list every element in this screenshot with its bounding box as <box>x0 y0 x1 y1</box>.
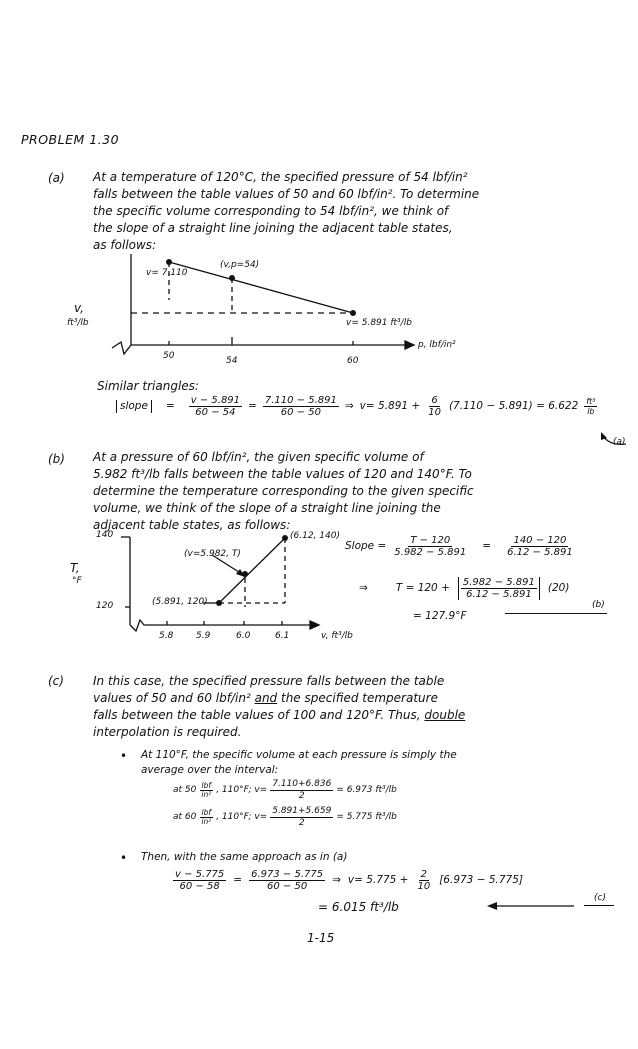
frac-a-1-den: 60 − 54 <box>195 407 236 418</box>
part-b-label: (b) <box>48 452 65 466</box>
part-c-line-2 <box>93 690 438 706</box>
graph-b-point-top-label: (6.12, 140) <box>290 531 340 541</box>
part-c-line-2-a: values of 50 and 60 lbf/in² <box>93 691 251 705</box>
bullet-1-text: At 110°F, the specific volume at each pressure is simply the <box>141 749 457 761</box>
eq-a-arrow: ⇒ <box>344 400 354 412</box>
frac-b-3-den: 6.12 − 5.891 <box>466 589 532 600</box>
eq-c-equal: = <box>233 874 243 886</box>
graph-b-point-bottom-label: (5.891, 120) <box>152 597 208 607</box>
eq-a-equal-1: = <box>165 400 175 412</box>
graph-a-point-left-label: v= 7.110 <box>146 268 188 278</box>
graph-a-x-tick-54: 54 <box>226 356 238 366</box>
answer-c-tag: (c) <box>594 893 606 903</box>
part-b-line-4: volume, we think of the slope of a straight line joining the <box>93 501 441 515</box>
frac-a-unit-num: ft³ <box>586 397 596 406</box>
frac-b-2-num: 140 − 120 <box>513 535 567 546</box>
part-a-line-1: At a temperature of 120°C, the specified pressure of 54 lbf/in² <box>93 170 468 184</box>
avg-1-prefix: at 50 <box>173 785 197 795</box>
frac-a-3-den: 10 <box>428 407 441 418</box>
part-c-line-4: interpolation is required. <box>93 725 242 739</box>
avg-2-frac <box>270 806 333 829</box>
graph-a-y-label-2: ft³/lb <box>67 318 89 328</box>
frac-b-2-den: 6.12 − 5.891 <box>507 547 573 558</box>
graph-b-y-label-2: °F <box>72 576 82 586</box>
graph-b-y-bottom: 120 <box>96 601 114 611</box>
part-c-line-3-text: falls between the table values of 100 and 120°F. Thus, <box>93 708 421 722</box>
answer-c-rule <box>584 905 614 906</box>
frac-b-3-num: 5.982 − 5.891 <box>462 577 535 588</box>
graph-a-point-right-label: v= 5.891 ft³/lb <box>346 318 412 328</box>
part-a-label: (a) <box>48 171 65 185</box>
avg-2-mid: , 110°F; v= <box>216 812 268 822</box>
avg-1-mid: , 110°F; v= <box>216 785 268 795</box>
eq-c-result: = 6.015 ft³/lb <box>318 900 399 914</box>
graph-b-x-tick-5-9: 5.9 <box>196 631 211 641</box>
avg-1-unit-num: lbf <box>201 781 212 790</box>
graph-b-x-label: v, ft³/lb <box>321 631 353 641</box>
frac-c-1-num: v − 5.775 <box>175 869 225 880</box>
part-b-line-2: 5.982 ft³/lb falls between the table values of 120 and 140°F. To <box>93 467 472 481</box>
avg-1-unit-den: in² <box>201 790 212 799</box>
slope-label: slope <box>116 400 152 413</box>
answer-c-arrow-icon <box>486 899 578 913</box>
answer-b-rule <box>505 613 607 614</box>
graph-b-y-label-1: T, <box>70 561 80 575</box>
frac-b-1-num: T − 120 <box>410 535 451 546</box>
frac-a-2-den: 60 − 50 <box>280 407 321 418</box>
eq-b-equal: = <box>482 540 492 552</box>
frac-c-2-den: 60 − 50 <box>267 881 308 892</box>
part-c-label: (c) <box>48 674 64 688</box>
part-c-line-1: In this case, the specified pressure falls between the table <box>93 674 445 688</box>
eq-b-t-suffix: (20) <box>547 582 570 594</box>
frac-b-3-bracket <box>458 577 540 600</box>
equation-b-slope <box>345 535 575 558</box>
part-a-line-5: as follows: <box>93 238 157 252</box>
graph-a-x-tick-50: 50 <box>163 351 175 361</box>
frac-c-1 <box>173 869 226 892</box>
equation-c <box>173 869 523 892</box>
avg-1-unit <box>199 782 213 799</box>
page-number: 1-15 <box>307 931 335 945</box>
avg-row-1 <box>173 779 397 802</box>
avg-row-2 <box>173 806 397 829</box>
eq-b-result: = 127.9°F <box>413 610 467 622</box>
eq-a-equal-2: = <box>248 400 257 412</box>
part-c-line-3 <box>93 707 465 723</box>
bullet-1-dot: • <box>120 749 128 763</box>
part-c-line-2-and: and <box>254 691 278 705</box>
frac-c-3-den: 10 <box>417 881 431 892</box>
frac-b-3 <box>461 577 537 600</box>
bullet-2-text: Then, with the same approach as in (a) <box>141 851 348 863</box>
part-c-line-2-b: the specified temperature <box>281 691 438 705</box>
problem-title: PROBLEM 1.30 <box>21 132 120 147</box>
avg-2-unit-num: lbf <box>201 808 212 817</box>
bullet-2-dot: • <box>120 851 128 865</box>
eq-b-slope-label: Slope = <box>345 540 387 552</box>
frac-b-1 <box>392 535 468 558</box>
graph-b-x-tick-6-1: 6.1 <box>275 631 290 641</box>
part-a-line-3: the specific volume corresponding to 54 lbf/in², we think of <box>93 204 449 218</box>
frac-b-1-den: 5.982 − 5.891 <box>394 547 467 558</box>
eq-c-v-prefix: v= 5.775 + <box>347 874 409 886</box>
part-b-line-1: At a pressure of 60 lbf/in², the given specific volume of <box>93 450 424 464</box>
graph-a-x-label: p, lbf/in² <box>418 340 456 350</box>
avg-2-frac-num: 5.891+5.659 <box>272 806 332 816</box>
similar-triangles-text: Similar triangles: <box>97 379 199 393</box>
frac-c-2-num: 6.973 − 5.775 <box>251 869 324 880</box>
frac-c-1-den: 60 − 58 <box>179 881 220 892</box>
graph-b-x-tick-6-0: 6.0 <box>236 631 251 641</box>
avg-2-prefix: at 60 <box>173 812 197 822</box>
eq-c-v-suffix: [6.973 − 5.775] <box>439 874 523 886</box>
frac-b-2 <box>505 535 575 558</box>
eq-a-result-suffix: (7.110 − 5.891) = 6.622 <box>448 400 579 412</box>
eq-c-arrow: ⇒ <box>332 874 341 886</box>
avg-1-frac-den: 2 <box>298 791 305 801</box>
eq-b-arrow: ⇒ <box>359 582 368 594</box>
eq-a-result-prefix: v= 5.891 + <box>359 400 421 412</box>
frac-a-2-num: 7.110 − 5.891 <box>264 395 337 406</box>
part-a-line-4: the slope of a straight line joining the adjacent table states, <box>93 221 453 235</box>
avg-2-unit <box>199 809 213 826</box>
answer-a-tag: (a) <box>613 437 626 447</box>
avg-1-frac <box>270 779 333 802</box>
frac-a-unit-den: lb <box>587 407 595 416</box>
bullet-1-text-b: average over the interval: <box>141 764 279 776</box>
eq-b-t-prefix: T = 120 + <box>395 582 450 594</box>
avg-1-frac-num: 7.110+6.836 <box>272 779 332 789</box>
part-a-line-2: falls between the table values of 50 and 60 lbf/in². To determine <box>93 187 480 201</box>
frac-c-3 <box>415 869 432 892</box>
avg-2-frac-den: 2 <box>298 818 305 828</box>
graph-b-y-top: 140 <box>96 530 114 540</box>
avg-1-result: = 6.973 ft³/lb <box>336 785 397 795</box>
part-c-line-3-double: double <box>424 708 466 722</box>
frac-c-2 <box>249 869 325 892</box>
graph-a-point-mid-label: (v,p=54) <box>220 260 260 270</box>
avg-2-unit-den: in² <box>201 817 212 826</box>
frac-a-3-num: 6 <box>431 395 438 406</box>
equation-b-t <box>359 577 569 600</box>
frac-c-3-num: 2 <box>420 869 428 880</box>
part-b-line-5: adjacent table states, as follows: <box>93 518 291 532</box>
graph-b-point-mid-label: (v=5.982, T) <box>184 549 241 559</box>
answer-b-tag: (b) <box>592 600 605 610</box>
graph-a-x-tick-60: 60 <box>347 356 359 366</box>
frac-a-1-num: v − 5.891 <box>190 395 241 406</box>
graph-b-x-tick-5-8: 5.8 <box>159 631 174 641</box>
avg-2-result: = 5.775 ft³/lb <box>336 812 397 822</box>
part-b-line-3: determine the temperature corresponding to the given specific <box>93 484 474 498</box>
graph-a-y-label-1: v, <box>74 301 84 315</box>
